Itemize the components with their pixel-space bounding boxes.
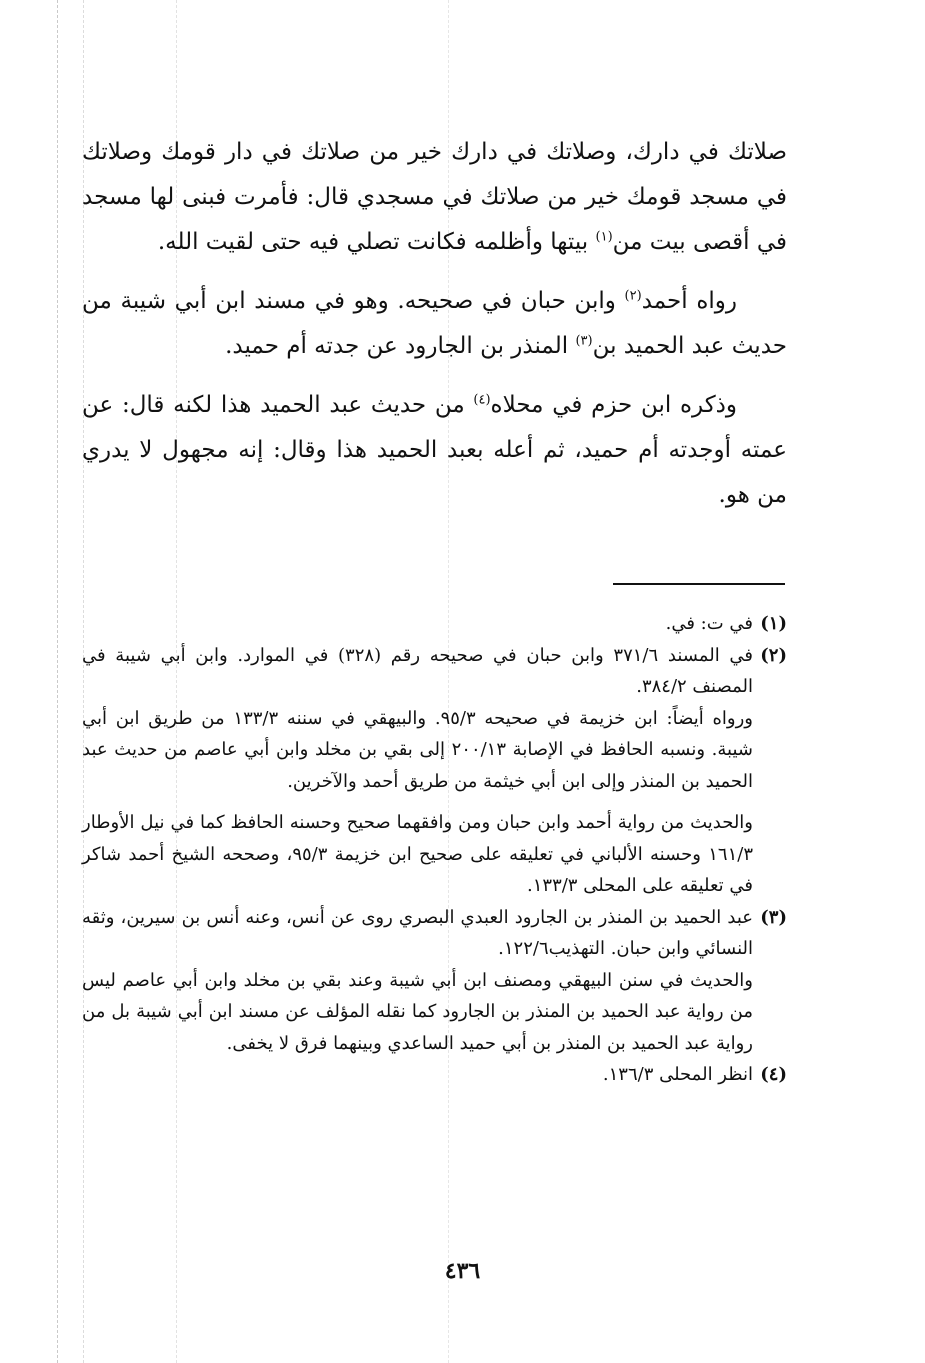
paragraph-text: رواه أحمد [641,288,737,314]
paragraph-text: صلاتك في دارك، وصلاتك في دارك خير من صلاتك في دار قومك وصلاتك في مسجد قومك خير من صلاتك في مسجدي قال: فأمرت فبنى لها مسجد في أقصى بيت من [82,139,787,255]
main-paragraph-3 [82,383,787,518]
paragraph-text: وابن حبان في صحيحه. وهو في مسند ابن أبي شيبة من حديث عبد الحميد بن [82,288,787,359]
footnote-1 [82,608,787,640]
footnote-number: (١) [760,613,787,634]
footnote-3-continuation: والحديث في سنن البيهقي ومصنف ابن أبي شيبة وعند بقي بن مخلد وابن أبي عاصم ليس من رواية عبد الحميد بن المنذر بن الجارود كما نقله المؤلف عن مسند ابن أبي شيبة بل من رواية عبد الحميد بن المنذر بن أبي حميد الساعدي وبينهما فرق لا يخفى. [82,969,753,1054]
footnote-text: عبد الحميد بن المنذر بن الجارود العبدي البصري روى عن أنس، وعنه أنس بن سيرين، وثقه النسائي وابن حبان. التهذيب١٢٢/٦. [82,906,753,959]
footnote-4 [82,1059,787,1091]
footnote-reference[interactable]: (٤) [473,392,491,408]
footnote-separator [613,583,785,585]
footnote-text: في المسند ٣٧١/٦ وابن حبان في صحيحه رقم (٣٢٨) في الموارد. وابن أبي شيبة في المصنف ٣٨٤/٢. [82,644,753,697]
paragraph-text: من حديث عبد الحميد هذا لكنه قال: عن عمته أوجدته أم حميد، ثم أعله بعبد الحميد هذا وقال: إنه مجهول لا يدري من هو. [82,392,787,508]
main-text [82,130,787,532]
footnote-text: انظر المحلى ١٣٦/٣. [602,1064,753,1085]
page-number: ٤٣٦ [444,1258,481,1284]
footnote-number: (٢) [760,644,787,666]
footnote-reference[interactable]: (٢) [624,288,642,304]
footnote-3 [82,902,787,965]
footnote-2 [82,640,787,703]
footnotes [82,608,787,1091]
paragraph-text: بيتها وأظلمه فكانت تصلي فيه حتى لقيت الله. [157,229,596,255]
main-paragraph-2 [82,279,787,369]
footnote-2-continuation: والحديث من رواية أحمد وابن حبان ومن وافقهما صحيح وحسنه الحافظ كما في نيل الأوطار ١٦١/٣ وحسنه الألباني في تعليقه على صحيح ابن خزيمة ٩٥/٣، وصححه الشيخ أحمد شاكر في تعليقه على المحلى ١٣٣/٣. [82,812,753,896]
scan-guide-line [57,0,58,1363]
footnote-text: في ت: في. [665,613,753,634]
main-paragraph-1 [82,130,787,265]
footnote-reference[interactable]: (١) [595,229,613,245]
footnote-number: (٣) [760,906,787,928]
footnote-2-continuation: ورواه أيضاً: ابن خزيمة في صحيحه ٩٥/٣. والبيهقي في سننه ١٣٣/٣ من طريق ابن أبي شيبة. ونسبه الحافظ في الإصابة ٢٠٠/١٣ إلى بقي بن مخلد وابن أبي عاصم من حديث عبد الحميد بن المنذر وإلى ابن أبي خيثمة من طريق أحمد والآخرين. [82,707,753,792]
paragraph-text: وذكره ابن حزم في محلاه [490,392,738,418]
paragraph-text: المنذر بن الجارود عن جدته أم حميد. [225,333,576,359]
footnote-reference[interactable]: (٣) [575,333,593,349]
footnote-number: (٤) [760,1064,787,1085]
